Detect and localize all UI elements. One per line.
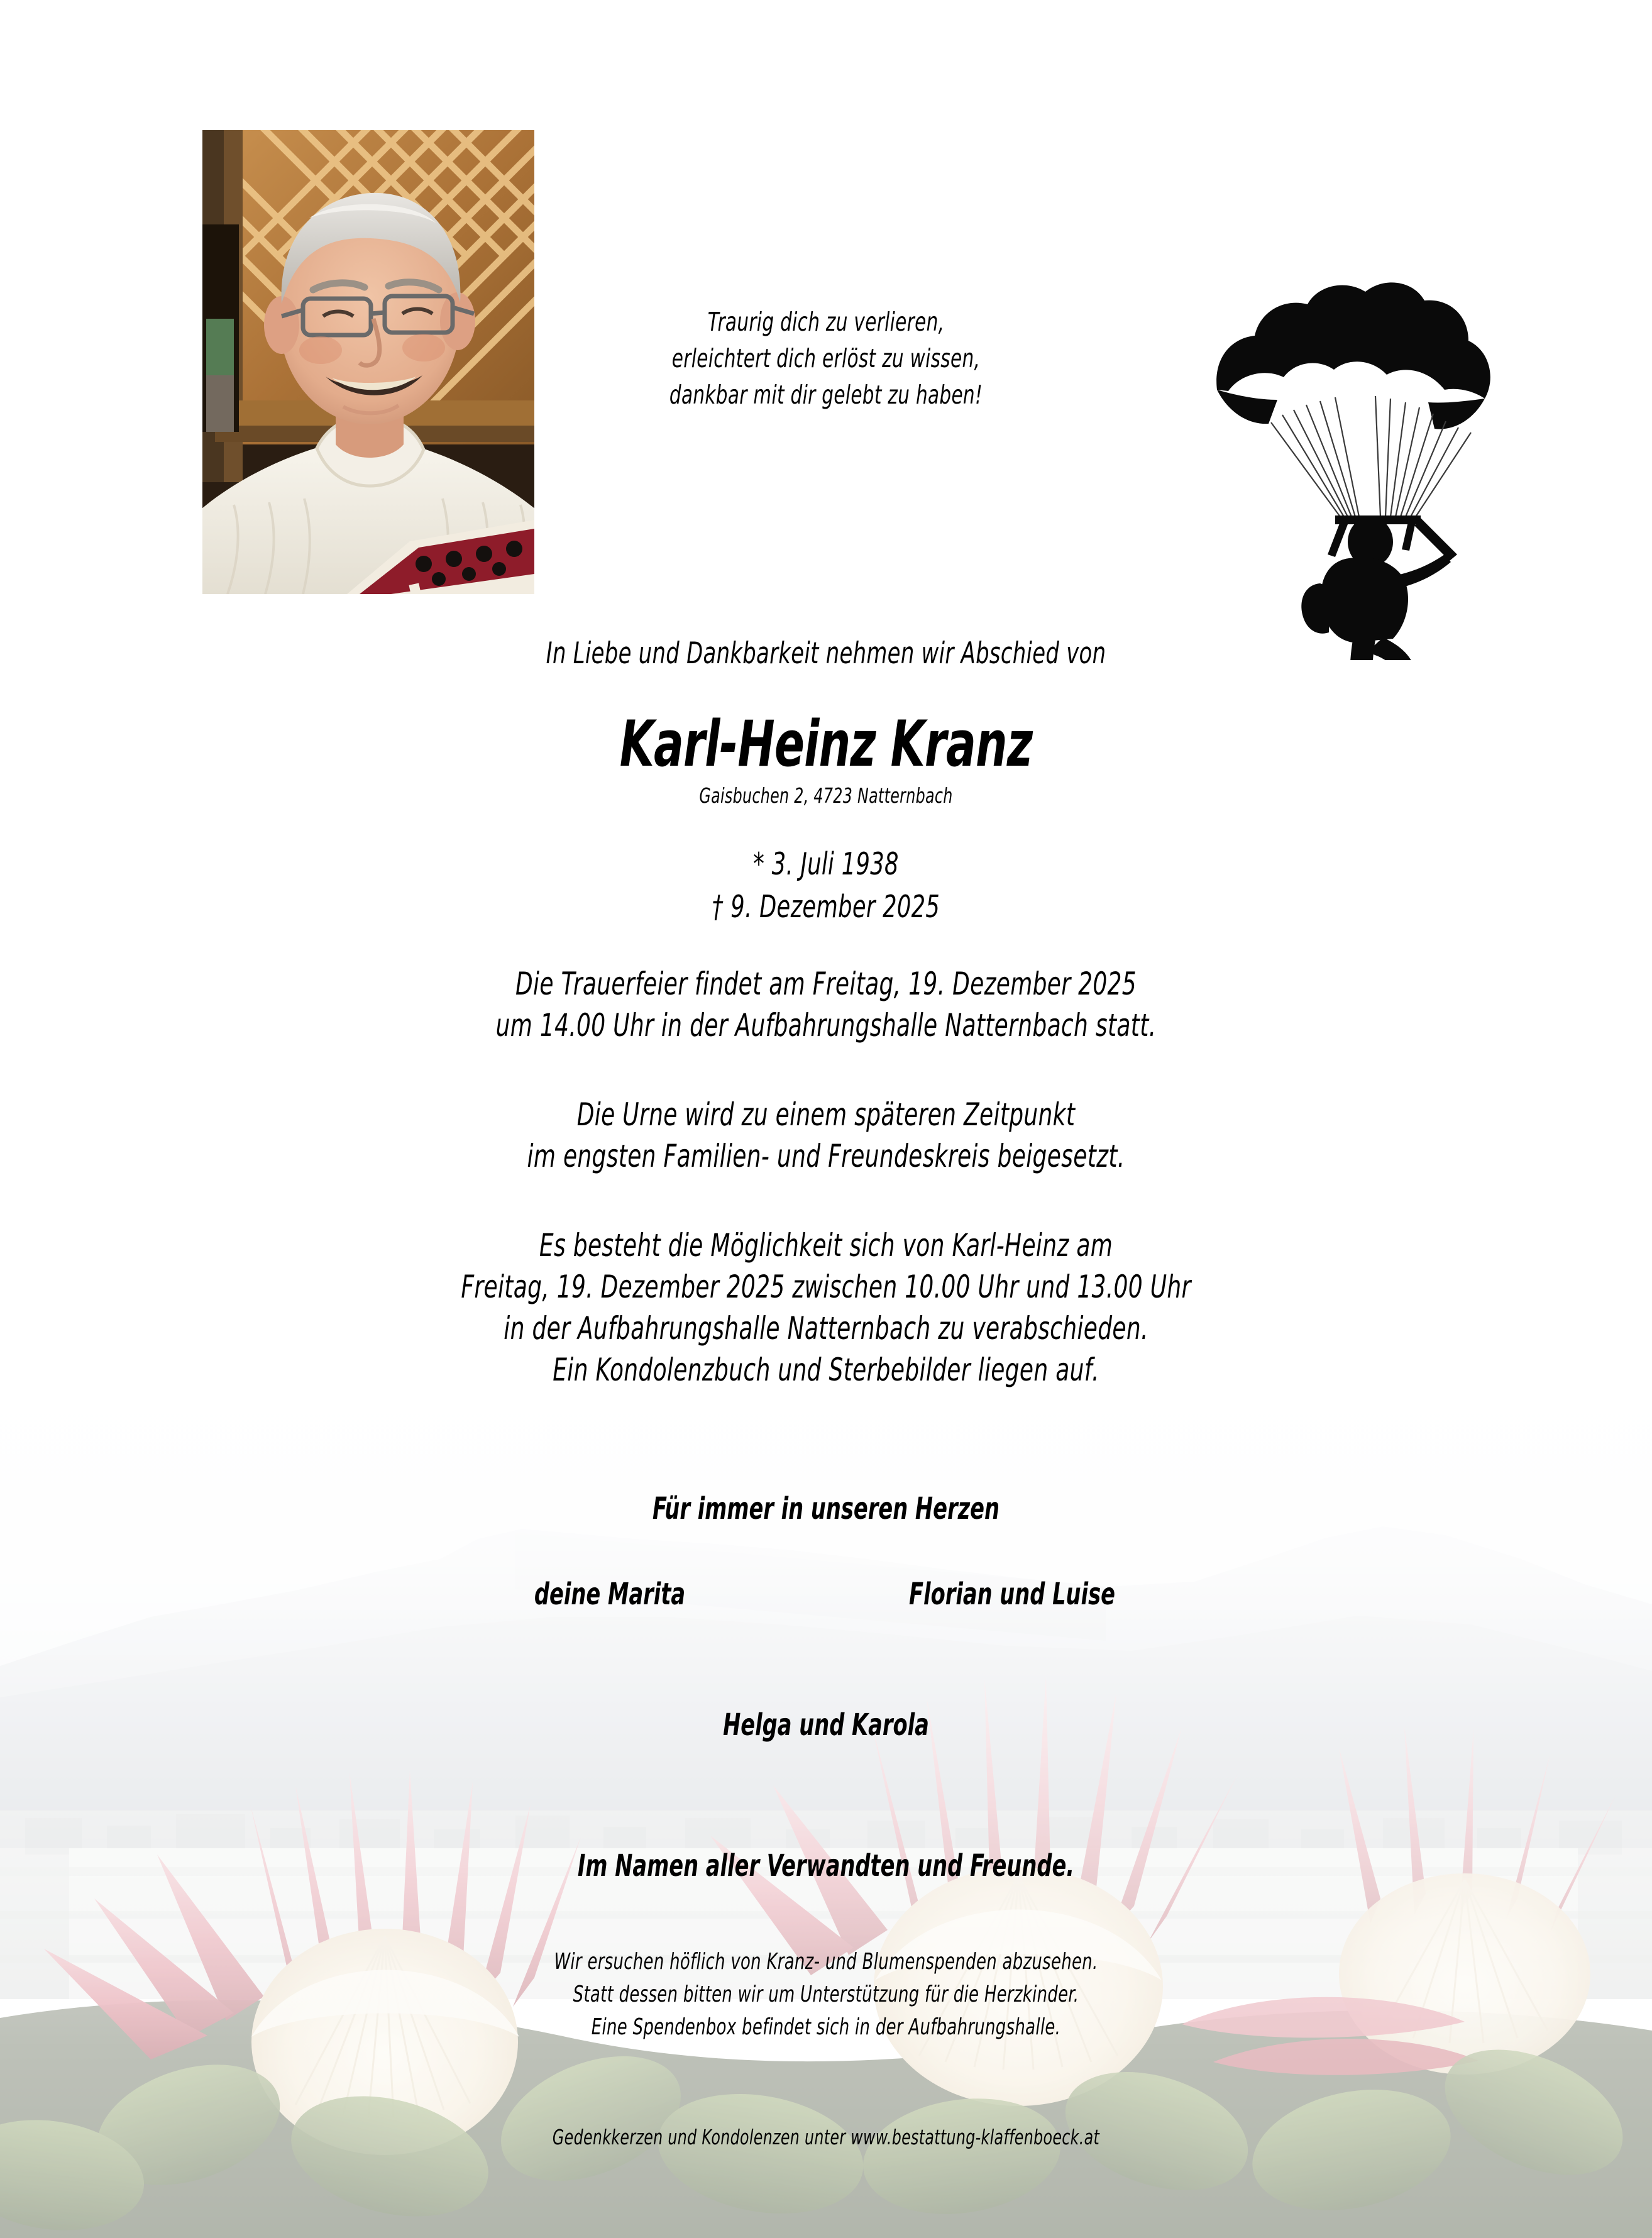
intro-line: In Liebe und Dankbarkeit nehmen wir Abschied von	[546, 636, 1106, 671]
viewing-line-4: Ein Kondolenzbuch und Sterbebilder liegen auf.	[553, 1352, 1099, 1388]
donation-line-1: Wir ersuchen höflich von Kranz- und Blumenspenden abzusehen.	[554, 1949, 1098, 1975]
birth-date: * 3. Juli 1938	[753, 846, 899, 882]
footer-line: Gedenkkerzen und Kondolenzen unter www.bestattung-klaffenboeck.at	[552, 2125, 1100, 2149]
memorial-heading: Für immer in unseren Herzen	[652, 1491, 1000, 1526]
viewing-line-2: Freitag, 19. Dezember 2025 zwischen 10.00 Uhr und 13.00 Uhr	[461, 1269, 1191, 1305]
ceremony-line-1: Die Trauerfeier findet am Freitag, 19. Dezember 2025	[515, 966, 1137, 1002]
donation-line-2: Statt dessen bitten wir um Unterstützung für die Herzkinder.	[573, 1982, 1079, 2007]
memorial-closing: Im Namen aller Verwandten und Freunde.	[577, 1848, 1075, 1883]
poem-line-3: dankbar mit dir gelebt zu haben!	[669, 380, 983, 410]
survivors-row	[0, 1577, 1652, 1621]
deceased-name: Karl-Heinz Kranz	[619, 707, 1033, 781]
urn-line-2: im engsten Familien- und Freundeskreis beigesetzt.	[527, 1138, 1125, 1174]
survivor-left: deine Marita	[534, 1577, 686, 1612]
viewing-line-3: in der Aufbahrungshalle Natternbach zu verabschieden.	[504, 1310, 1148, 1347]
viewing-line-1: Es besteht die Möglichkeit sich von Karl-Heinz am	[539, 1227, 1113, 1264]
survivors-second: Helga und Karola	[723, 1707, 929, 1743]
donation-line-3: Eine Spendenbox befindet sich in der Aufbahrungshalle.	[591, 2014, 1061, 2040]
death-date: † 9. Dezember 2025	[712, 889, 940, 925]
ceremony-line-2: um 14.00 Uhr in der Aufbahrungshalle Natternbach statt.	[495, 1007, 1157, 1044]
urn-line-1: Die Urne wird zu einem späteren Zeitpunkt	[576, 1096, 1076, 1133]
survivor-right: Florian und Luise	[909, 1577, 1115, 1612]
deceased-address: Gaisbuchen 2, 4723 Natternbach	[699, 783, 953, 808]
poem-line-2: erleichtert dich erlöst zu wissen,	[671, 343, 981, 373]
poem-line-1: Traurig dich zu verlieren,	[707, 307, 945, 337]
